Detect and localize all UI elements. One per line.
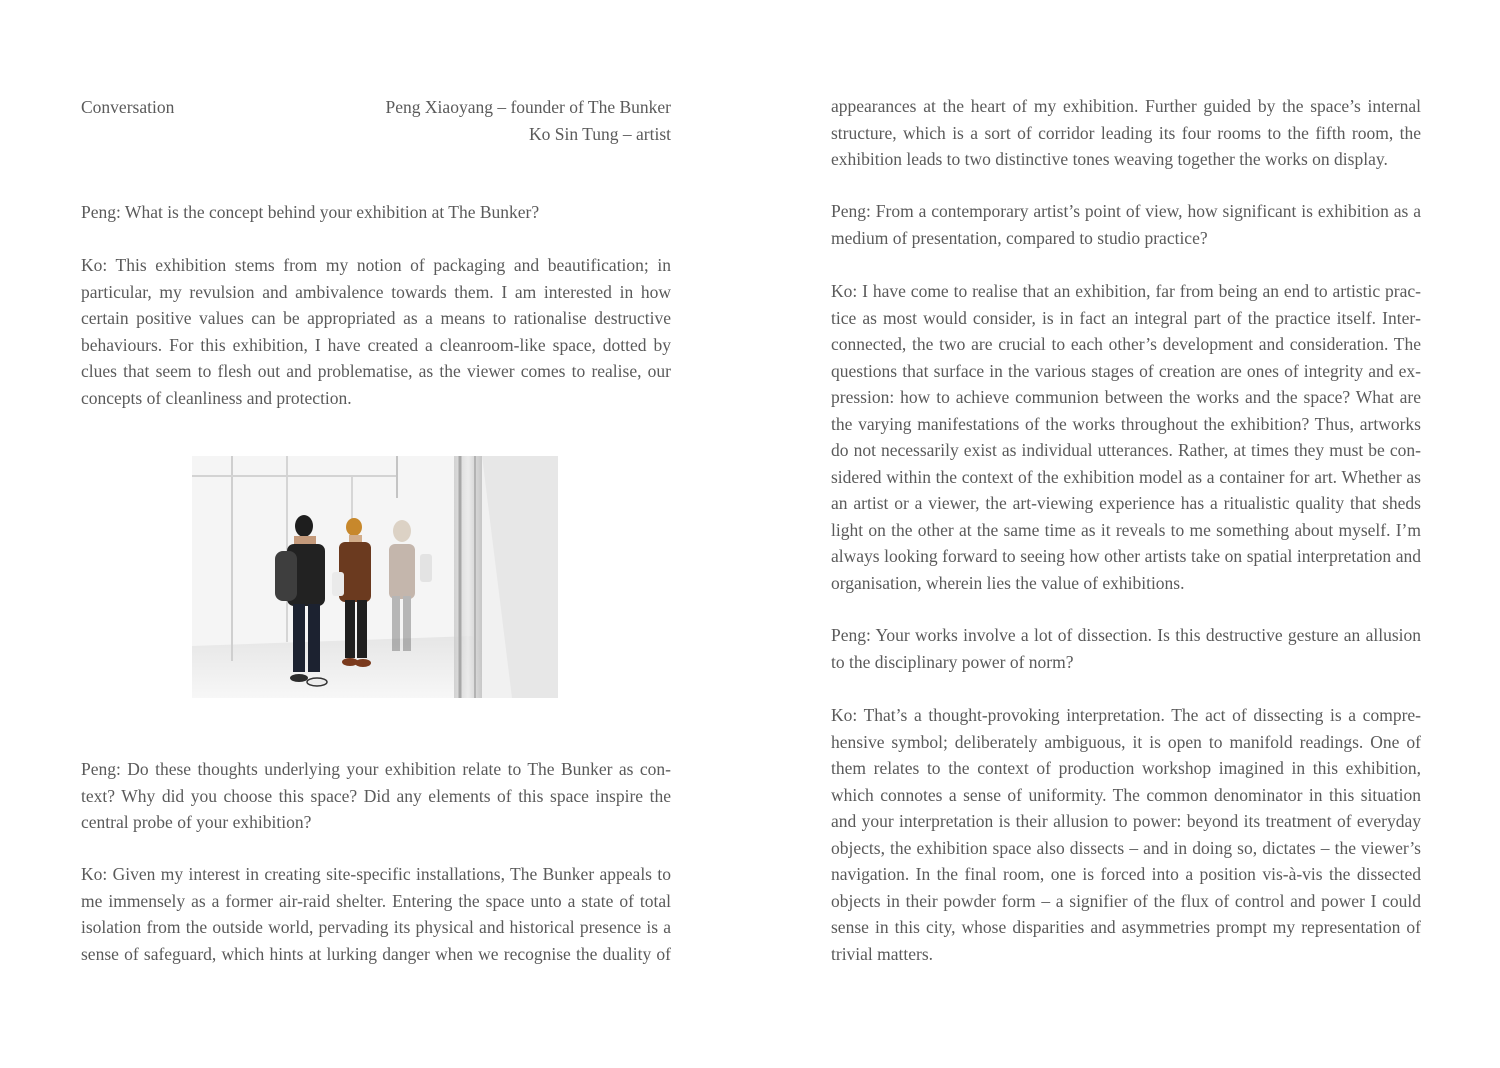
answer-4: Ko: That’s a thought-provoking interpretation. The act of dissecting is a comprehensive symbol; deliberately ambiguous, it is open to manifold readings. One of them relates to the context of production workshop imagined in this exhibition, which connotes a sense of uniformity. The common denominator in this situation and your interpretation is their allusion to power: beyond its treatment of everyday objects, the exhibition space also dissects – and in doing so, dictates – the viewer’s navigation. In the final room, one is forced into a position vis-à-vis the dissected objects in their powder form – a signifier of the flux of control and power I could sense in this city, whose disparities and asymmetries prompt my representation of trivial matters. [831,705,1421,964]
answer-2-start: Ko: Given my interest in creating site-specific installations, The Bunker appeals to me immensely as a former air-raid shelter. Entering the space unto a state of total isolation from the outside world, pervading its physical and historical presence is a sense of safeguard, which hints at lurking danger when we recognise the duality of [81,864,671,964]
exhibition-photo-illustration [192,456,558,698]
exhibition-photo [192,456,558,698]
question-4: Peng: Your works involve a lot of dissection. Is this destructive gesture an allusion to the disciplinary power of norm? [831,625,1421,672]
answer-3: Ko: I have come to realise that an exhibition, far from being an end to artistic practice as most would consider, is in fact an integral part of the practice itself. Interconnected, the two are crucial to each other’s development and consideration. The questions that surface in the various stages of creation are ones of integrity and expression: how to achieve communion between the works and the space? What are the varying manifestations of the works throughout the exhibition? Thus, artworks do not necessarily exist as individual utterances. Rather, at times they must be considered within the context of the exhibition model as a container for art. Whether as an artist or a viewer, the art-viewing experience has a ritualistic quality that sheds light on the other at the same time as it reveals to me something about myself. I’m always looking forward to seeing how other artists take on spatial interpretation and organisation, wherein lies the value of exhibitions. [831,281,1421,593]
credit-artist: Ko Sin Tung – artist [529,123,671,144]
question-1: Peng: What is the concept behind your exhibition at The Bunker? [81,202,540,222]
question-2: Peng: Do these thoughts underlying your exhibition relate to The Bunker as context? Why did you choose this space? Did any elements of this space inspire the central probe of your exhibition? [81,759,671,832]
answer-2-continued: appearances at the heart of my exhibition. Further guided by the space’s internal structure, which is a sort of corridor leading its four rooms to the fifth room, the exhibition leads to two distinctive tones weaving together the works on display. [831,96,1421,169]
credit-interviewer: Peng Xiaoyang – founder of The Bunker [385,97,671,117]
answer-1: Ko: This exhibition stems from my notion of packaging and beautification; in particular, my revulsion and ambivalence towards them. I am interested in how certain positive values can be appropriated as a means to rationalise destructive behaviours. For this exhibition, I have created a cleanroom-like space, dotted by clues that seem to flesh out and problematise, as the viewer comes to realise, our concepts of cleanliness and protection. [81,255,671,408]
question-3: Peng: From a contemporary artist’s point of view, how significant is exhibition as a medium of presentation, compared to studio practice? [831,201,1421,248]
section-title: Conversation [81,97,175,117]
participant-credits [386,94,671,147]
page-header [81,94,671,154]
